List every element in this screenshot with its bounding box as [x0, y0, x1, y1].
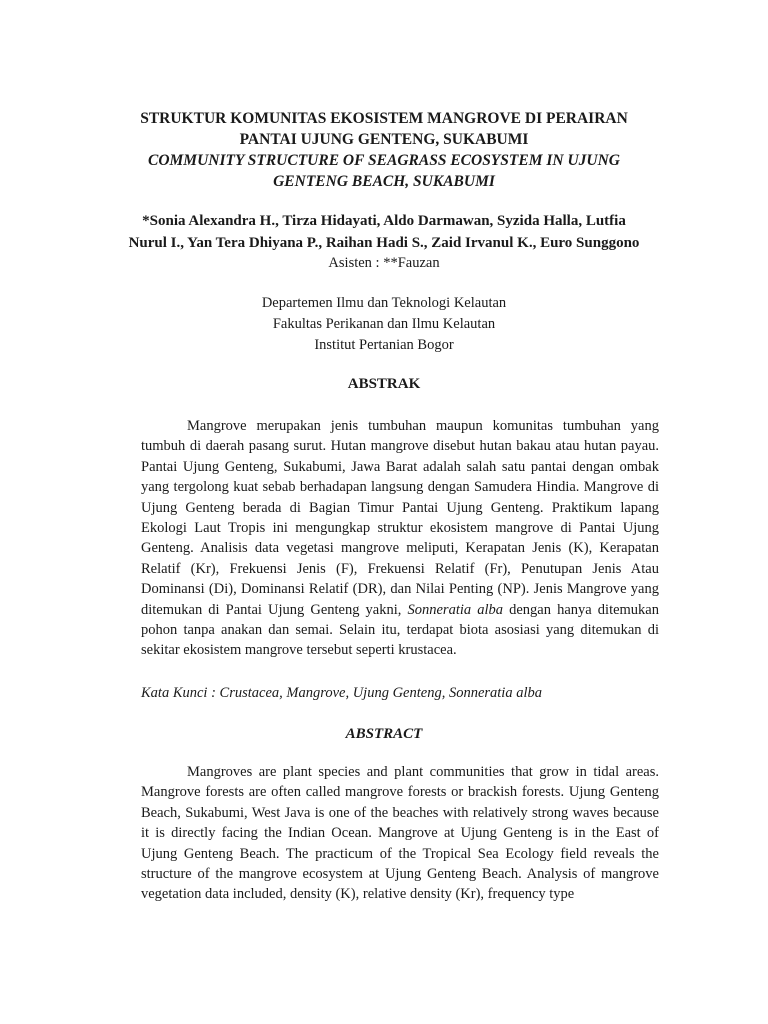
title-indonesian-line-2: PANTAI UJUNG GENTENG, SUKABUMI	[239, 131, 529, 148]
abstrak-species-name: Sonneratia alba	[407, 601, 504, 618]
keywords: Kata Kunci : Crustacea, Mangrove, Ujung Genteng, Sonneratia alba	[141, 685, 542, 701]
authors-line-1: *Sonia Alexandra H., Tirza Hidayati, Aldo Darmawan, Syzida Halla, Lutfia	[142, 213, 626, 229]
abstract-paragraph	[141, 762, 659, 905]
abstrak-paragraph	[141, 416, 659, 661]
affiliation	[110, 293, 658, 356]
affiliation-department: Departemen Ilmu dan Teknologi Kelautan	[261, 295, 507, 311]
affiliation-faculty: Fakultas Perikanan dan Ilmu Kelautan	[272, 316, 496, 332]
assistant-line: Asisten : **Fauzan	[328, 255, 440, 271]
abstract-heading: ABSTRACT	[345, 726, 423, 742]
title-english-line-1: COMMUNITY STRUCTURE OF SEAGRASS ECOSYSTEM IN UJUNG	[147, 152, 620, 169]
paper-title	[120, 108, 648, 192]
author-list	[110, 210, 658, 254]
abstrak-text-1: Mangrove merupakan jenis tumbuhan maupun komunitas tumbuhan yang tumbuh di daerah pasang surut. Hutan mangrove disebut hutan bakau atau hutan payau. Pantai Ujung Genteng, Sukabumi, Jawa Barat adalah salah satu pantai dengan ombak yang tergolong kuat sebab berhadapan langsung dengan Samudera Hindia. Mangrove di Ujung Genteng berada di Bagian Timur Pantai Ujung Genteng. Praktikum lapang Ekologi Laut Tropis ini mengungkap struktur ekosistem mangrove di Pantai Ujung Genteng. Analisis data vegetasi mangrove meliputi, Kerapatan Jenis (K), Kerapatan Relatif (Kr), Frekuensi Jenis (F), Frekuensi Relatif (Fr), Penutupan Jenis Atau Dominansi (Di), Dominansi Relatif (DR), dan Nilai Penting (NP). Jenis Mangrove yang ditemukan di Pantai Ujung Genteng yakni,	[141, 418, 659, 618]
authors-line-2: Nurul I., Yan Tera Dhiyana P., Raihan Hadi S., Zaid Irvanul K., Euro Sunggono	[128, 235, 640, 251]
abstract-text: Mangroves are plant species and plant communities that grow in tidal areas. Mangrove forests are often called mangrove forests or brackish forests. Ujung Genteng Beach, Sukabumi, West Java is one of the beaches with relatively strong waves because it is directly facing the Indian Ocean. Mangrove at Ujung Genteng is in the East of Ujung Genteng Beach. The practicum of the Tropical Sea Ecology field reveals the structure of the mangrove ecosystem at Ujung Genteng Beach. Analysis of mangrove vegetation data included, density (K), relative density (Kr), frequency type	[141, 764, 659, 903]
title-indonesian-line-1: STRUKTUR KOMUNITAS EKOSISTEM MANGROVE DI PERAIRAN	[140, 110, 628, 127]
abstrak-heading: ABSTRAK	[347, 376, 421, 392]
abstrak-text-2: dengan hanya ditemukan pohon tanpa anakan dan semai. Selain itu, terdapat biota asosiasi yang ditemukan di sekitar ekosistem mangrove tersebut seperti krustacea.	[141, 601, 659, 659]
title-english-line-2: GENTENG BEACH, SUKABUMI	[273, 173, 495, 190]
affiliation-institution: Institut Pertanian Bogor	[314, 337, 454, 353]
